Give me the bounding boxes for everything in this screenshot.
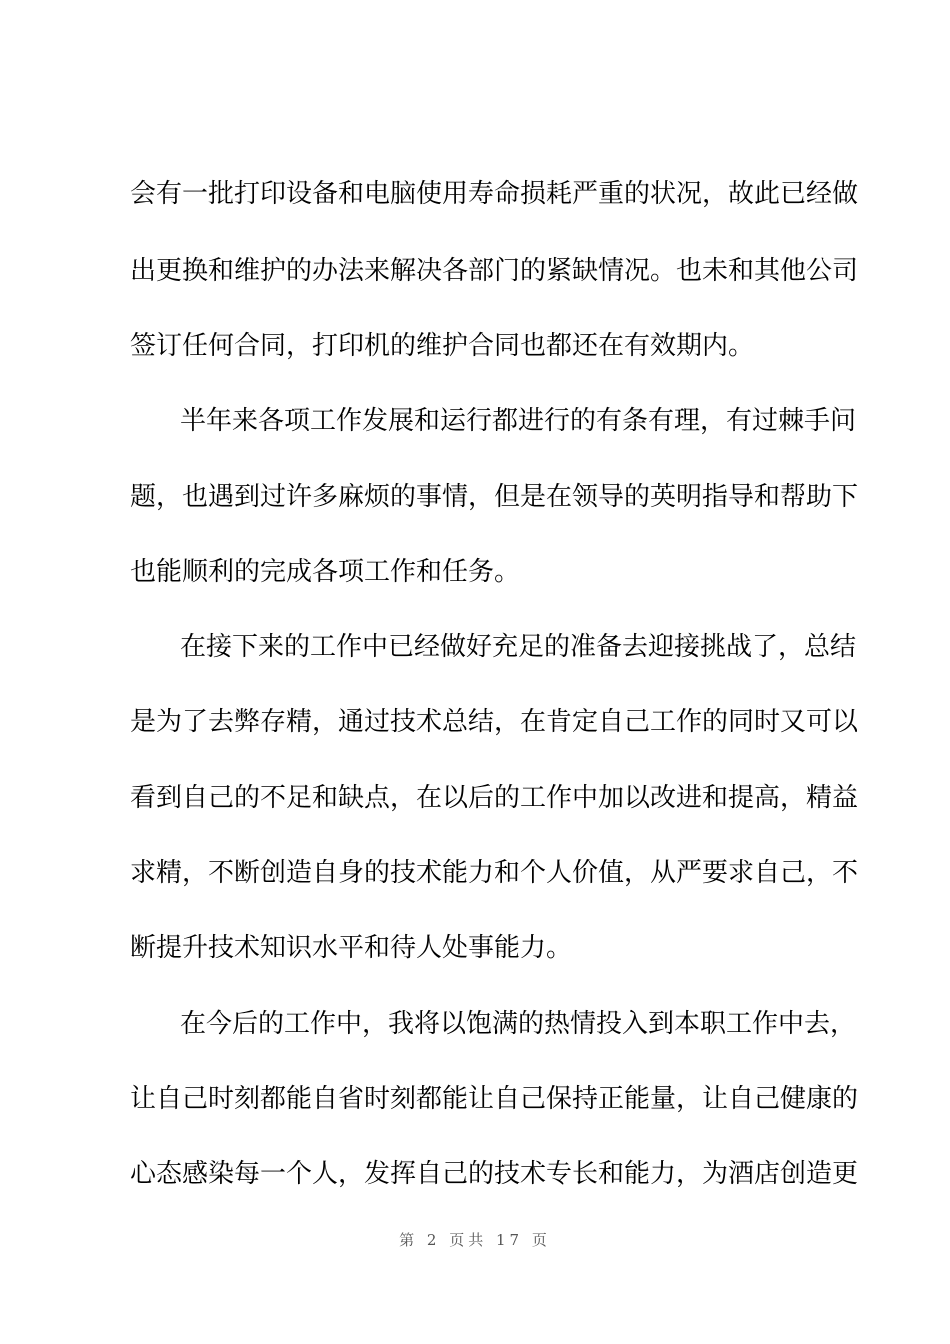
body-text-line: 心态感染每一个人，发挥自己的技术专长和能力，为酒店创造更 (130, 1159, 859, 1189)
body-text-line: 题，也遇到过许多麻烦的事情，但是在领导的英明指导和帮助下 (130, 482, 859, 512)
body-text-line: 求精，不断创造自身的技术能力和个人价值，从严要求自己，不 (130, 858, 859, 888)
body-text-line: 断提升技术知识水平和待人处事能力。 (130, 933, 573, 963)
body-text-line: 在接下来的工作中已经做好充足的准备去迎接挑战了，总结 (180, 632, 857, 662)
page-number-footer: 第 2 页共 17 页 (399, 1231, 551, 1249)
body-text-line: 看到自己的不足和缺点，在以后的工作中加以改进和提高，精益 (130, 783, 859, 813)
body-text-line: 让自己时刻都能自省时刻都能让自己保持正能量，让自己健康的 (130, 1084, 859, 1114)
body-text-line: 也能顺利的完成各项工作和任务。 (130, 557, 521, 587)
body-text-line: 会有一批打印设备和电脑使用寿命损耗严重的状况，故此已经做 (130, 179, 859, 209)
body-text-line: 在今后的工作中，我将以饱满的热情投入到本职工作中去， (180, 1009, 857, 1039)
body-text-line: 签订任何合同，打印机的维护合同也都还在有效期内。 (130, 331, 755, 361)
body-text-line: 半年来各项工作发展和运行都进行的有条有理，有过棘手问 (180, 406, 857, 436)
body-text-line: 出更换和维护的办法来解决各部门的紧缺情况。也未和其他公司 (130, 256, 859, 286)
body-text-line: 是为了去弊存精，通过技术总结，在肯定自己工作的同时又可以 (130, 707, 859, 737)
